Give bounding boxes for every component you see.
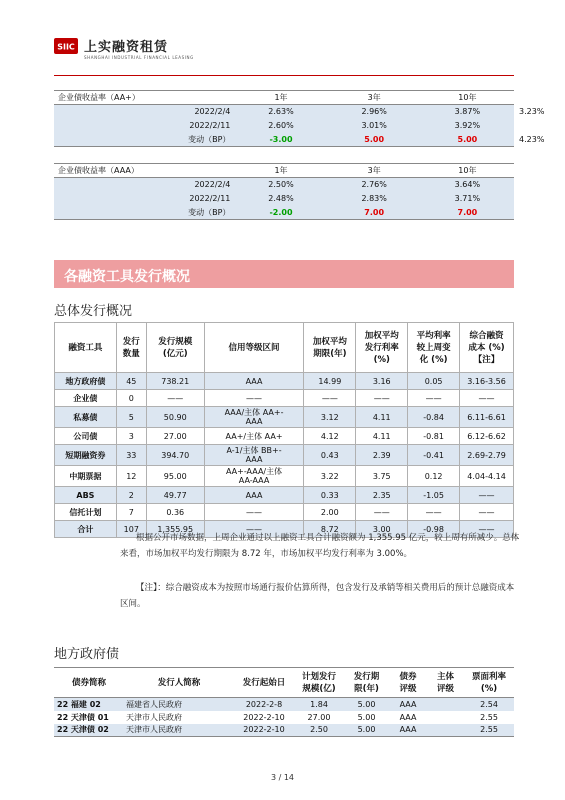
cell: 6.11-6.61 (460, 407, 514, 428)
table-row (54, 724, 514, 737)
siic-logo-icon (54, 38, 78, 54)
summary-paragraph: 根据公开市场数据，上周企业通过以上融资工具合计融资额为 1,355.95 亿元，较上周有所减少。总体来看，市场加权平均发行期限为 8.72 年，市场加权平均发行利率为 3.00%。 (120, 533, 520, 559)
col-header: 3年 (328, 164, 421, 178)
change-label: 变动（BP） (54, 206, 234, 220)
cell: —— (460, 487, 514, 504)
cell: 2.83% (328, 192, 421, 206)
change-cell: -3.00 (234, 133, 327, 147)
issuer-name: 天津市人民政府 (126, 712, 182, 722)
cell: —— (146, 390, 204, 407)
cell: 2022-2-10 (243, 712, 285, 722)
table-row (54, 711, 514, 724)
table-row (54, 192, 514, 206)
instrument-name: 私募债 (55, 407, 117, 428)
cell: -0.84 (408, 407, 460, 428)
col-header: 信用等级区间 (204, 323, 304, 373)
cell: A-1/主体 BB+- AAA (204, 445, 304, 466)
cell: 107 (116, 521, 146, 538)
cell: —— (204, 504, 304, 521)
table-row (54, 178, 514, 192)
cell: AA+/主体 AA+ (204, 428, 304, 445)
header-divider (54, 75, 514, 76)
cell: 4.12 (304, 428, 356, 445)
instrument-name: 地方政府债 (55, 373, 117, 390)
cell: 2.39 (356, 445, 408, 466)
cell: 3.22 (304, 466, 356, 487)
col-header: 加权平均 期限(年) (304, 323, 356, 373)
cell: —— (304, 390, 356, 407)
change-row (54, 133, 514, 147)
cell: 2.69-2.79 (460, 445, 514, 466)
svg-text:SIIC: SIIC (57, 42, 75, 52)
cell: 3.01% (328, 119, 421, 133)
cell: 3.12 (304, 407, 356, 428)
change-cell: 5.00 (421, 133, 514, 147)
cell: 2022-2-8 (234, 698, 294, 711)
table-row (55, 504, 514, 521)
cell: 3.16 (356, 373, 408, 390)
cell: 738.21 (146, 373, 204, 390)
table-header-row (54, 164, 514, 178)
cell: 50.90 (146, 407, 204, 428)
cell: 2.50% (234, 178, 327, 192)
cell: 1,355.95 (146, 521, 204, 538)
cell: 7 (116, 504, 146, 521)
cell: AAA (204, 373, 304, 390)
overview-heading: 总体发行概况 (54, 304, 133, 319)
cell: 3.64% (421, 178, 514, 192)
col-header: 加权平均 发行利率 (%) (356, 323, 408, 373)
cell: 0.05 (408, 373, 460, 390)
cell: 2.00 (304, 504, 356, 521)
col-header: 发行起始日 (234, 668, 294, 698)
cell: 0.36 (146, 504, 204, 521)
cell: 2.54 (464, 698, 514, 711)
cell: 394.70 (146, 445, 204, 466)
cell: 95.00 (146, 466, 204, 487)
cell: AAA/主体 AA+- AAA (204, 407, 304, 428)
cell: AAA (389, 724, 427, 737)
cell: 2022-2-10 (234, 724, 294, 737)
row-date: 2022/2/11 (54, 119, 234, 133)
company-logo (54, 36, 254, 66)
issuer-name: 福建省人民政府 (124, 698, 234, 711)
cell: AA+-AAA/主体 AA-AAA (204, 466, 304, 487)
local-gov-heading: 地方政府债 (54, 647, 120, 662)
col-header: 3年 (328, 91, 421, 105)
cell: 4.11 (356, 428, 408, 445)
col-header: 10年 (421, 164, 514, 178)
col-header: 票面利率 (%) (464, 668, 514, 698)
cell: 3.92% (421, 119, 514, 133)
table-row (55, 407, 514, 428)
cell: -0.41 (408, 445, 460, 466)
col-header: 1年 (234, 164, 327, 178)
cell: 3.75 (356, 466, 408, 487)
cell: 5.00 (344, 698, 389, 711)
cell: 2.60% (234, 119, 327, 133)
cell: —— (460, 504, 514, 521)
col-header: 发行期 限(年) (344, 668, 389, 698)
table-row (55, 390, 514, 407)
table-row (54, 119, 514, 133)
cell: -0.98 (408, 521, 460, 538)
cell: 33 (116, 445, 146, 466)
bond-name: 22 天津债 01 (57, 712, 109, 722)
company-name-en: SHANGHAI INDUSTRIAL FINANCIAL LEASING (84, 55, 194, 60)
local-gov-bond-table (54, 667, 514, 737)
cell: 2 (116, 487, 146, 504)
col-header: 融资工具 (55, 323, 117, 373)
cell: 5 (116, 407, 146, 428)
cell: AAA (389, 698, 427, 711)
col-header: 计划发行 规模(亿) (294, 668, 344, 698)
cell (427, 724, 464, 737)
table-row (55, 373, 514, 390)
table-title: 企业债收益率（AAA） (54, 164, 234, 178)
table-row (54, 105, 514, 119)
col-header: 主体 评级 (427, 668, 464, 698)
row-date: 2022/2/11 (54, 192, 234, 206)
cell: 3 (116, 428, 146, 445)
cell: 2.55 (480, 712, 498, 722)
table-row (55, 487, 514, 504)
cell: 5.00 (357, 712, 376, 722)
page-number: 3 / 14 (270, 773, 295, 782)
instrument-name: 短期融资券 (55, 445, 117, 466)
cell: 2.76% (328, 178, 421, 192)
cell: 6.12-6.62 (460, 428, 514, 445)
cell: —— (204, 521, 304, 538)
cell (427, 698, 464, 711)
cell: -1.05 (408, 487, 460, 504)
section-banner (54, 260, 514, 288)
cell: 27.00 (307, 712, 331, 722)
side-note: 4.23% (519, 135, 545, 144)
row-date: 2022/2/4 (54, 105, 234, 119)
cell: 3.16-3.56 (460, 373, 514, 390)
table-header-row (54, 91, 514, 105)
table-row (54, 698, 514, 711)
cell: 3.71% (421, 192, 514, 206)
cell: 14.99 (304, 373, 356, 390)
col-header: 发行 数量 (116, 323, 146, 373)
col-header: 债券简称 (54, 668, 124, 698)
cell (427, 711, 464, 724)
issuer-name: 天津市人民政府 (124, 724, 234, 737)
cell: 27.00 (146, 428, 204, 445)
col-header: 发行规模 (亿元) (146, 323, 204, 373)
table-header-row (54, 668, 514, 698)
table-row (55, 466, 514, 487)
cell: 3.00 (356, 521, 408, 538)
col-header: 综合融资 成本 (%) 【注】 (460, 323, 514, 373)
instrument-name: 公司债 (55, 428, 117, 445)
change-cell: 7.00 (421, 206, 514, 220)
col-header: 平均利率 较上周变 化 (%) (408, 323, 460, 373)
cell: 12 (116, 466, 146, 487)
cell: 0 (116, 390, 146, 407)
cell: —— (356, 504, 408, 521)
cell: 49.77 (146, 487, 204, 504)
cell: 0.12 (408, 466, 460, 487)
issuance-table (54, 322, 514, 538)
row-date: 2022/2/4 (54, 178, 234, 192)
cell: 45 (116, 373, 146, 390)
cell: —— (460, 521, 514, 538)
change-label: 变动（BP） (54, 133, 234, 147)
table-row (55, 428, 514, 445)
cell: —— (408, 390, 460, 407)
cell: —— (204, 390, 304, 407)
instrument-name: ABS (55, 487, 117, 504)
cell: —— (408, 504, 460, 521)
cell: 2.96% (328, 105, 421, 119)
cell: 8.72 (304, 521, 356, 538)
cell: 2.48% (234, 192, 327, 206)
col-header: 10年 (421, 91, 514, 105)
cell: 4.04-4.14 (460, 466, 514, 487)
cell: AAA (204, 487, 304, 504)
col-header: 发行人简称 (124, 668, 234, 698)
cell: 0.33 (304, 487, 356, 504)
cell: 5.00 (344, 724, 389, 737)
aa-yield-table (54, 90, 514, 147)
cell: 2.35 (356, 487, 408, 504)
cell: —— (356, 390, 408, 407)
cell: —— (460, 390, 514, 407)
table-header-row (55, 323, 514, 373)
cell: AAA (399, 712, 417, 722)
change-cell: 5.00 (328, 133, 421, 147)
change-row (54, 206, 514, 220)
table-title: 企业债收益率（AA+） (54, 91, 234, 105)
cell: 3.87% (421, 105, 514, 119)
cell: 4.11 (356, 407, 408, 428)
col-header: 债券 评级 (389, 668, 427, 698)
instrument-name: 信托计划 (55, 504, 117, 521)
instrument-name: 合计 (55, 521, 117, 538)
change-cell: -2.00 (234, 206, 327, 220)
cell: 1.84 (294, 698, 344, 711)
cell: 0.43 (304, 445, 356, 466)
aaa-yield-table (54, 163, 514, 220)
note-paragraph: 【注】：综合融资成本为按照市场通行报价估算所得，包含发行及承销等相关费用后的预计总融资成本区间。 (120, 583, 515, 609)
cell: 2.55 (464, 724, 514, 737)
table-row (55, 445, 514, 466)
instrument-name: 中期票据 (55, 466, 117, 487)
change-cell: 7.00 (328, 206, 421, 220)
cell: -0.81 (408, 428, 460, 445)
section-title: 各融资工具发行概况 (64, 269, 190, 285)
col-header: 1年 (234, 91, 327, 105)
bond-name: 22 天津债 02 (54, 724, 124, 737)
cell: 2.63% (234, 105, 327, 119)
instrument-name: 企业债 (55, 390, 117, 407)
cell: 2.50 (294, 724, 344, 737)
company-name-cn: 上实融资租赁 (84, 40, 169, 55)
bond-name: 22 福建 02 (54, 698, 124, 711)
side-note: 3.23% (519, 107, 545, 116)
